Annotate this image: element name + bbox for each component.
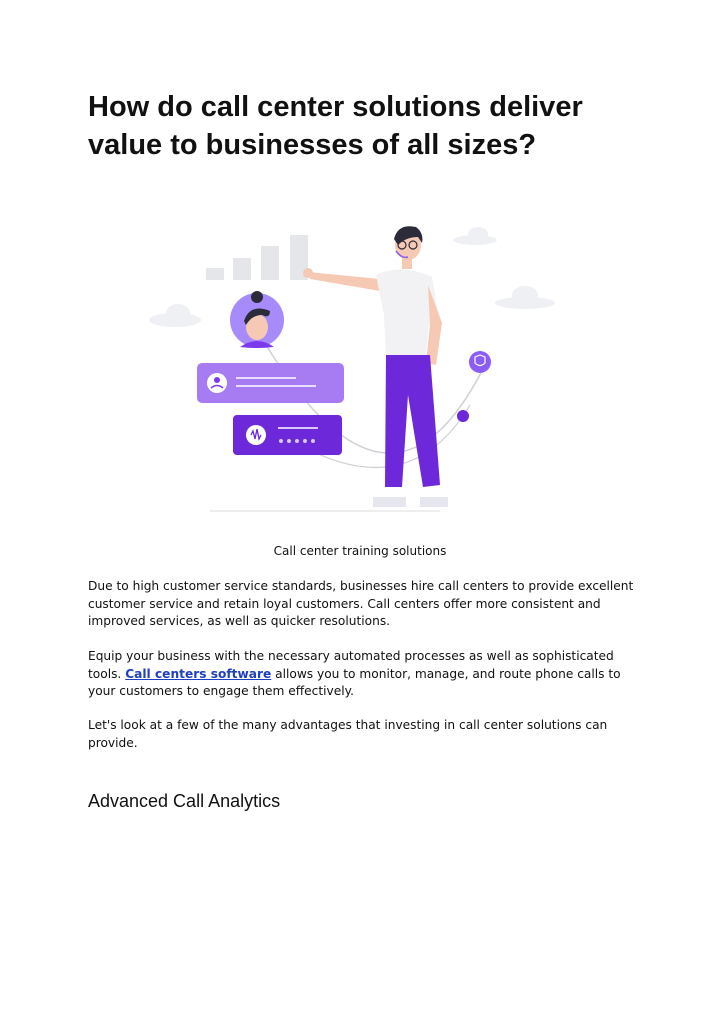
cloud-left-icon <box>149 304 201 327</box>
agent-avatar-icon <box>230 291 284 348</box>
section-heading: Advanced Call Analytics <box>88 791 281 811</box>
call-centers-software-link[interactable]: Call centers software <box>125 666 272 681</box>
paragraph-software <box>88 648 648 701</box>
profile-card <box>197 363 344 403</box>
image-caption: Call center training solutions <box>273 544 447 558</box>
paragraph-advantages: Let's look at a few of the many advantages that investing in call center solutions can provide. <box>88 718 608 750</box>
cloud-right-icon <box>495 286 555 309</box>
call-center-illustration <box>140 215 580 525</box>
bar-chart-icon <box>206 235 308 280</box>
shield-icon <box>469 351 491 373</box>
page-title: How do call center solutions deliver value to businesses of all sizes? <box>88 91 583 161</box>
paragraph-software-text-before: Equip your business with the necessary automated processes as well as sophisticated tools. <box>88 649 614 681</box>
paragraph-software-text-after: allows you to monitor, manage, and route phone calls to your customers to engage them effectively. <box>88 666 621 698</box>
arc-node-icon <box>457 410 469 422</box>
cloud-top-right-icon <box>453 227 497 245</box>
rating-card <box>233 415 342 455</box>
paragraph-intro: Due to high customer service standards, businesses hire call centers to provide excellent customer service and retain loyal customers. Call centers offer more consistent and improved services, as well as quicker resolutions. <box>88 579 634 628</box>
